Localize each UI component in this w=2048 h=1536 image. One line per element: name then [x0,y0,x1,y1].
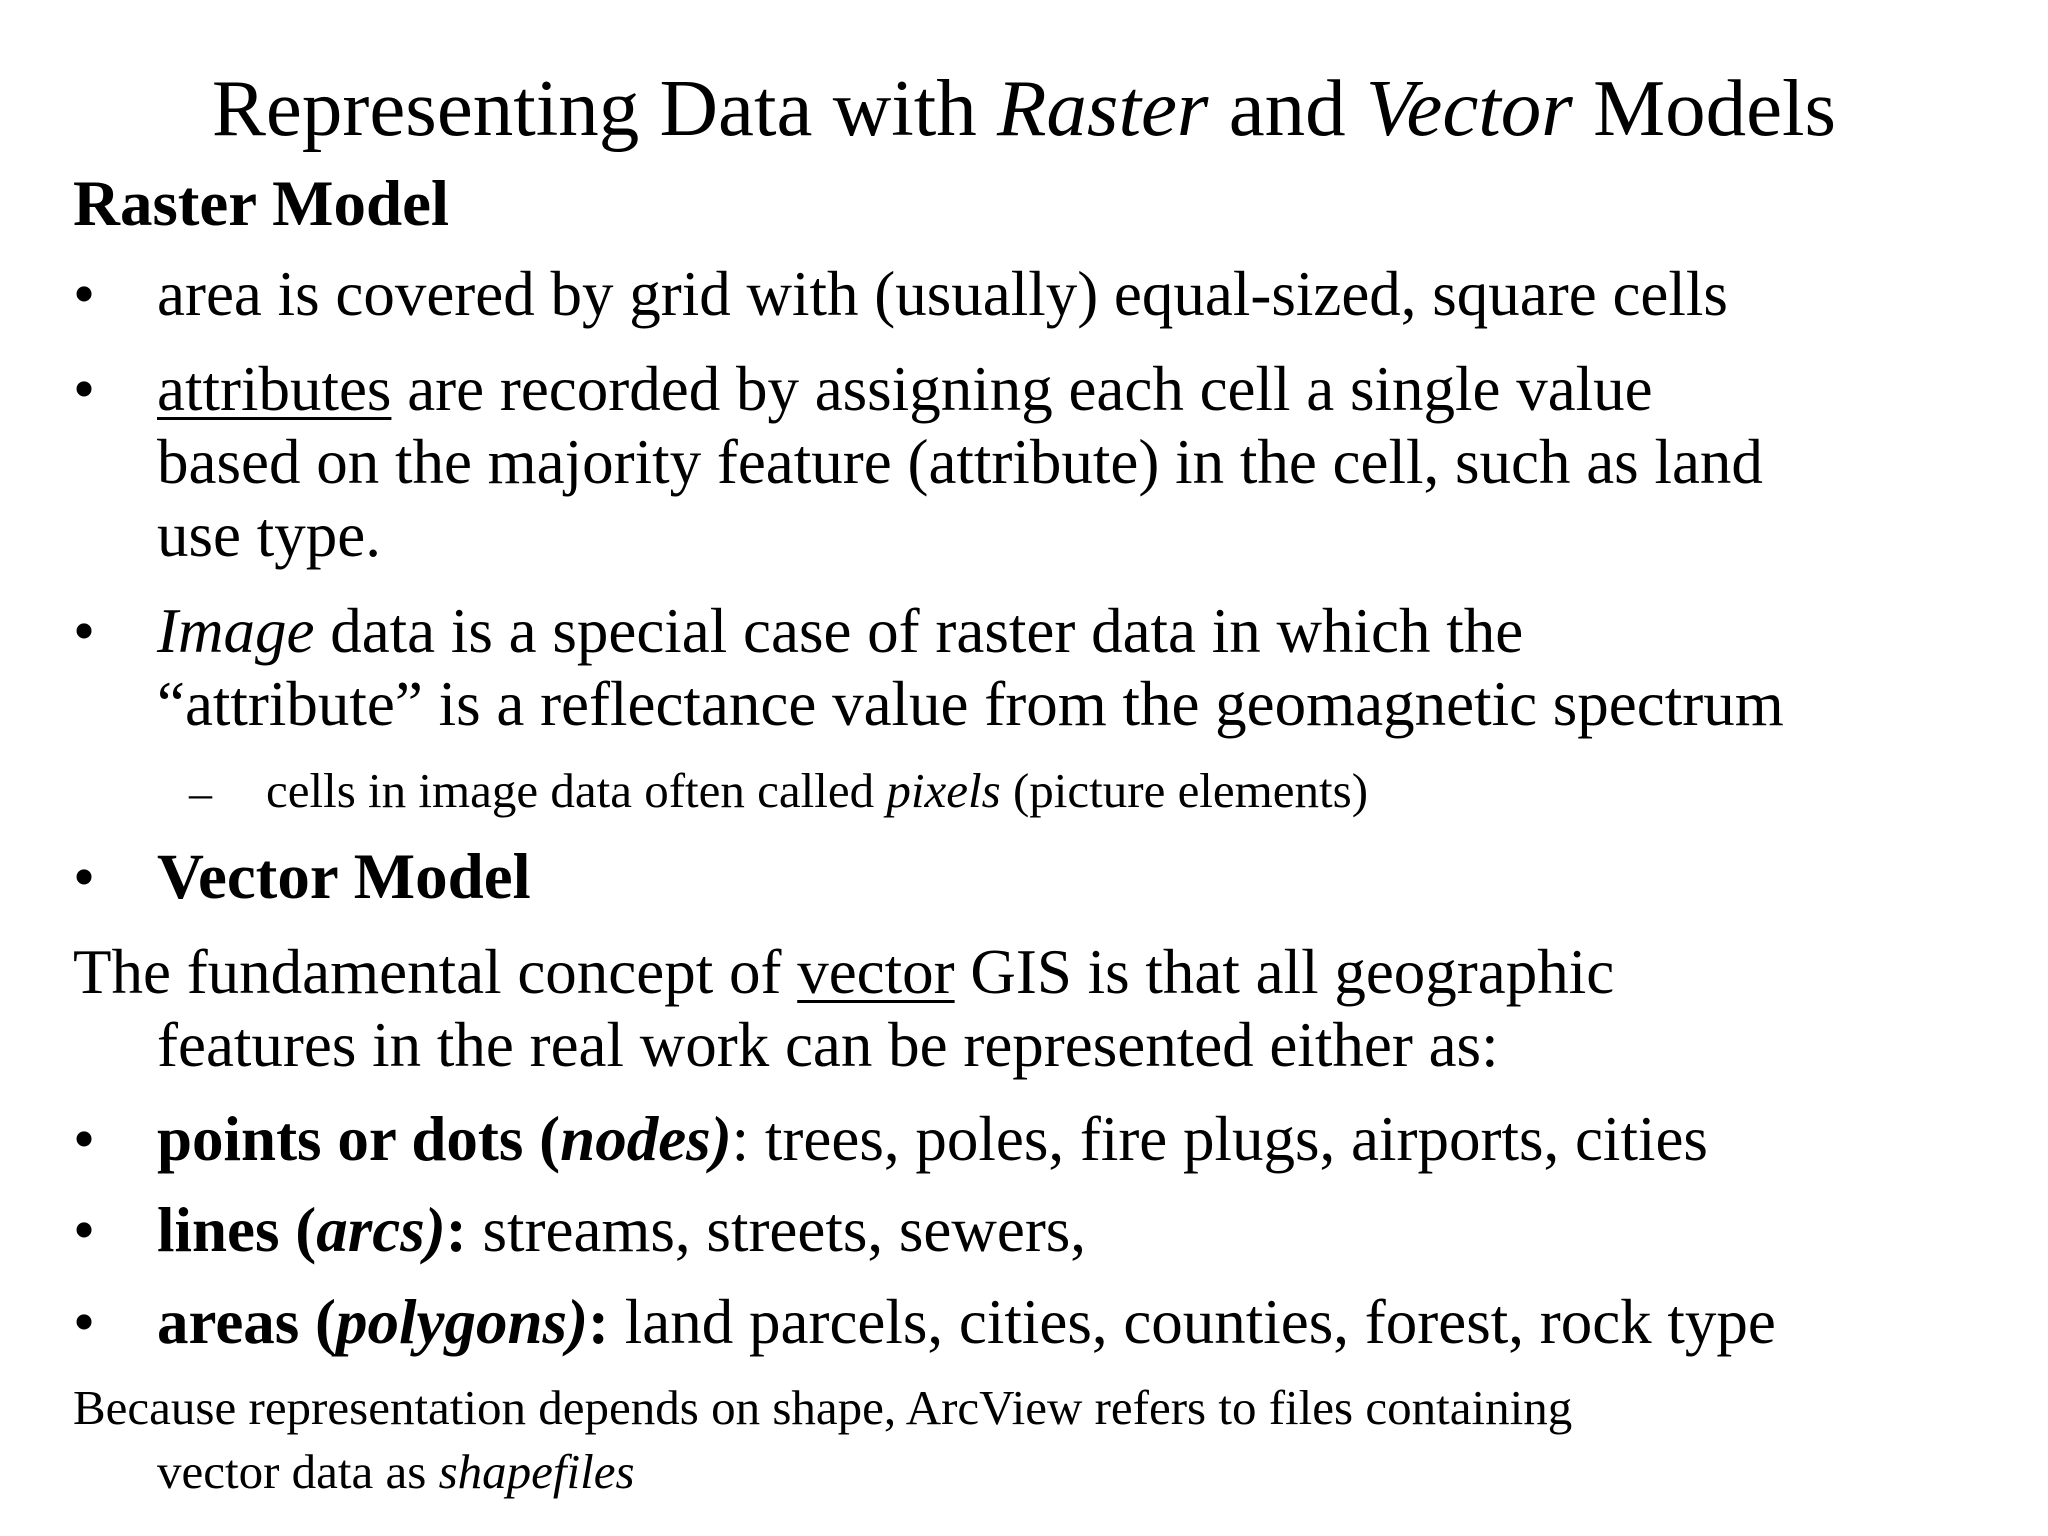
sub-point-text: cells in image data often called [266,763,887,818]
raster-point-2-line-1: are recorded by assigning each cell a single value [391,354,1653,424]
slide-title [0,63,2048,153]
raster-model-heading: Raster Model [73,168,450,240]
image-word: Image [157,596,315,666]
vector-point-points [157,1103,1708,1176]
title-raster-word: Raster [996,63,1209,153]
title-text: Representing Data with [211,63,997,153]
bullet-glyph: • [73,259,96,329]
raster-point-2 [157,353,1763,572]
bullet-glyph: • [73,1287,96,1357]
vector-point-lines [157,1194,1086,1267]
shapefile-note-line-1: Because representation depends on shape, ArcView refers to files containing [73,1380,1573,1435]
bullet-glyph: • [73,354,96,424]
attributes-link[interactable]: attributes [157,354,392,424]
bullet-glyph: • [73,596,96,666]
vector-model-heading: Vector Model [157,841,531,913]
shapefile-note-line-2: vector data as [157,1444,439,1499]
vector-point-examples: : trees, poles, fire plugs, airports, cities [731,1104,1708,1174]
pixels-word: pixels [886,763,1001,818]
shapefile-note [73,1376,1572,1504]
vector-point-label: lines ( [157,1195,317,1265]
vector-point-label: areas ( [157,1287,337,1357]
vector-point-colon: : [445,1195,467,1265]
raster-point-2-line-3: use type. [157,500,381,570]
vector-intro-text: GIS is that all geographic [954,937,1615,1007]
raster-point-3-line-1: data is a special case of raster data in which the [314,596,1524,666]
vector-point-term: polygons) [336,1287,589,1357]
raster-point-3-line-2: “attribute” is a reflectance value from the geomagnetic spectrum [157,669,1784,739]
title-vector-word: Vector [1365,63,1573,153]
bullet-glyph: • [73,1195,96,1265]
vector-point-term: nodes) [560,1104,732,1174]
shapefiles-word: shapefiles [438,1444,635,1499]
title-text: Models [1572,63,1837,153]
bullet-glyph: • [73,842,96,912]
vector-point-examples: land parcels, cities, counties, forest, rock type [609,1287,1776,1357]
bullet-glyph: • [73,1104,96,1174]
raster-point-1: area is covered by grid with (usually) equal-sized, square cells [157,259,1728,329]
vector-link[interactable]: vector [797,937,955,1007]
raster-sub-point [266,763,1369,818]
title-text: and [1208,63,1366,153]
vector-point-areas [157,1286,1776,1359]
vector-point-colon: : [588,1287,610,1357]
raster-point-2-line-2: based on the majority feature (attribute) in the cell, such as land [157,427,1763,497]
raster-point-3 [157,595,1784,741]
vector-point-term: arcs) [316,1195,446,1265]
vector-intro [73,936,1614,1082]
vector-point-examples: streams, streets, sewers, [466,1195,1087,1265]
dash-glyph: – [189,767,212,818]
sub-point-text: (picture elements) [1000,763,1369,818]
vector-intro-line-2: features in the real work can be represented either as: [157,1010,1499,1080]
vector-point-label: points or dots ( [157,1104,561,1174]
vector-intro-text: The fundamental concept of [73,937,798,1007]
